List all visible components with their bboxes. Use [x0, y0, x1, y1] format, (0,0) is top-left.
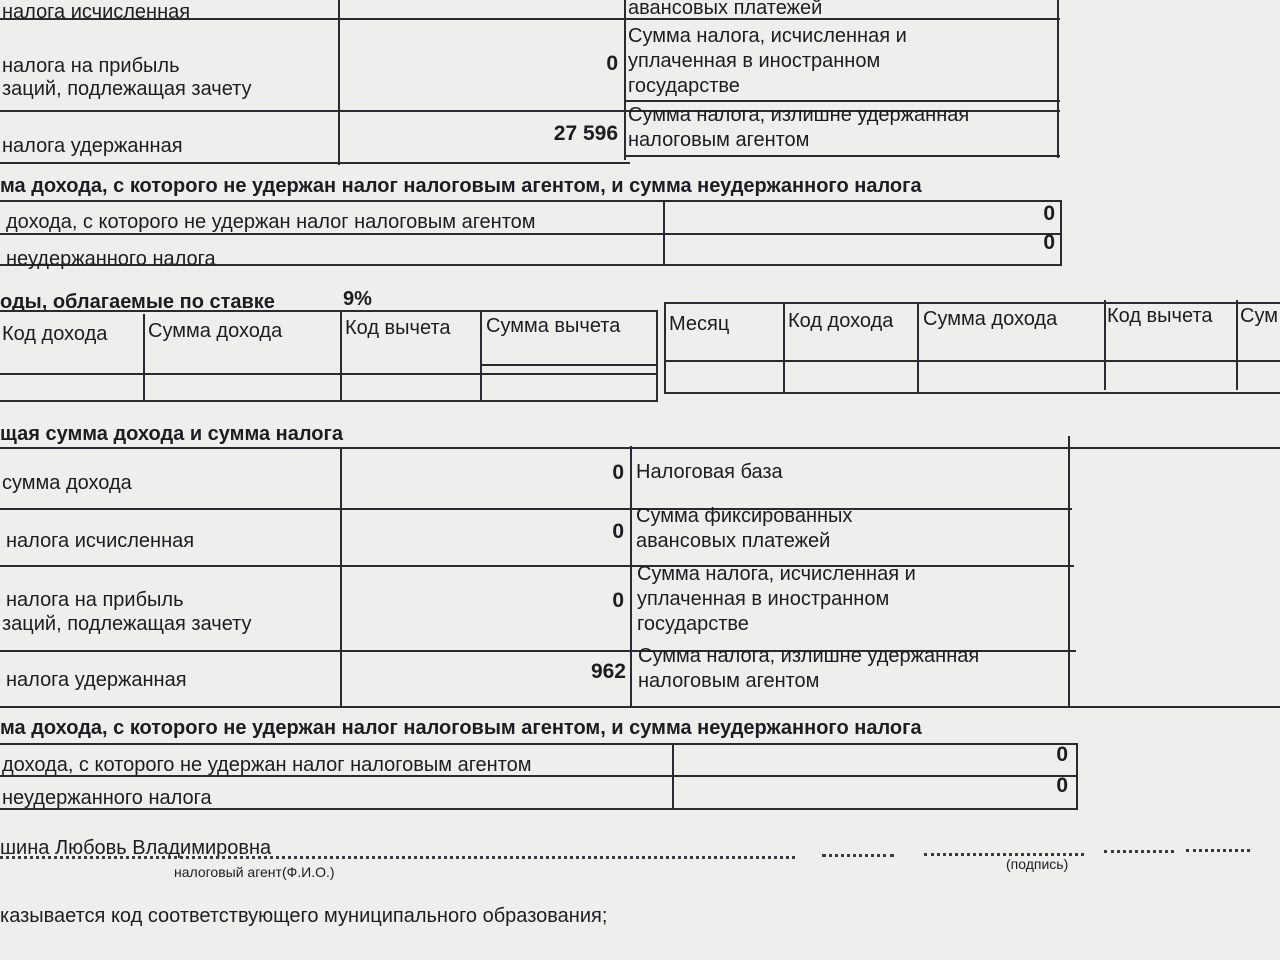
- row-label: дохода, с которого не удержан налог налоговым агентом: [6, 211, 536, 233]
- footnote: казывается код соответствующего муниципального образования;: [0, 905, 608, 927]
- agent-name: шина Любовь Владимировна: [0, 837, 272, 859]
- section-title: ма дохода, с которого не удержан налог налоговым агентом, и сумма неудержанного налога: [0, 717, 922, 739]
- column-header: Код вычета: [1107, 305, 1213, 327]
- row-right-label: Сумма налога, исчисленная и уплаченная в иностранном государстве: [628, 25, 907, 97]
- row-label: дохода, с которого не удержан налог налоговым агентом: [2, 754, 532, 776]
- row-label-line2: заций, подлежащая зачету: [2, 78, 252, 100]
- agent-name-dotted-line: [0, 856, 795, 859]
- row-value: 0: [1043, 231, 1055, 254]
- row-label: сумма дохода: [2, 472, 132, 494]
- row-value: 0: [1056, 743, 1068, 766]
- agent-caption: налоговый агент(Ф.И.О.): [174, 864, 335, 880]
- row-label: налога исчисленная: [6, 530, 195, 552]
- row-label: неудержанного налога: [2, 787, 212, 809]
- row-label-line2: заций, подлежащая зачету: [2, 613, 252, 635]
- row-right-label: Налоговая база: [636, 461, 783, 483]
- signature-caption: (подпись): [1006, 856, 1069, 872]
- row-right-label: Сумма налога, исчисленная и уплаченная в иностранном государстве: [637, 563, 916, 635]
- column-header: Сумма вычета: [486, 315, 621, 337]
- signature-dotted-line-3: [1104, 850, 1174, 853]
- column-header: Сум: [1240, 305, 1278, 327]
- signature-dotted-line-4: [1186, 849, 1250, 852]
- row-right-label: авансовых платежей: [628, 0, 823, 19]
- row-value: 0: [612, 461, 624, 484]
- row-value: 0: [1056, 774, 1068, 797]
- column-header: Сумма дохода: [923, 308, 1058, 330]
- tax-rate: 9%: [343, 288, 372, 310]
- row-value: 27 596: [553, 122, 618, 145]
- column-header: Сумма дохода: [148, 320, 283, 342]
- row-label: неудержанного налога: [6, 248, 216, 270]
- section-title: ма дохода, с которого не удержан налог налоговым агентом, и сумма неудержанного налога: [0, 175, 922, 197]
- row-right-label: Сумма налога, излишне удержанная налоговым агентом: [628, 104, 970, 151]
- row-label-line1: налога на прибыль: [6, 589, 184, 611]
- row-value: 0: [612, 520, 624, 543]
- row-value: 0: [1043, 202, 1055, 225]
- row-right-label: Сумма фиксированных авансовых платежей: [636, 505, 853, 552]
- row-label-line1: налога на прибыль: [2, 55, 180, 77]
- column-header: Код дохода: [788, 310, 894, 332]
- row-label: налога исчисленная: [2, 1, 191, 23]
- row-right-label: Сумма налога, излишне удержанная налоговым агентом: [638, 645, 980, 692]
- section-title: оды, облагаемые по ставке: [0, 291, 275, 313]
- column-header: Код дохода: [2, 323, 108, 345]
- column-header: Месяц: [669, 313, 730, 335]
- row-value: 0: [612, 589, 624, 612]
- section-title: щая сумма дохода и сумма налога: [0, 423, 343, 445]
- row-label: налога удержанная: [2, 135, 183, 157]
- column-header: Код вычета: [345, 317, 451, 339]
- row-label: налога удержанная: [6, 669, 187, 691]
- row-value: 0: [606, 52, 618, 75]
- signature-dotted-line-1: [822, 854, 894, 857]
- row-value: 962: [590, 660, 626, 683]
